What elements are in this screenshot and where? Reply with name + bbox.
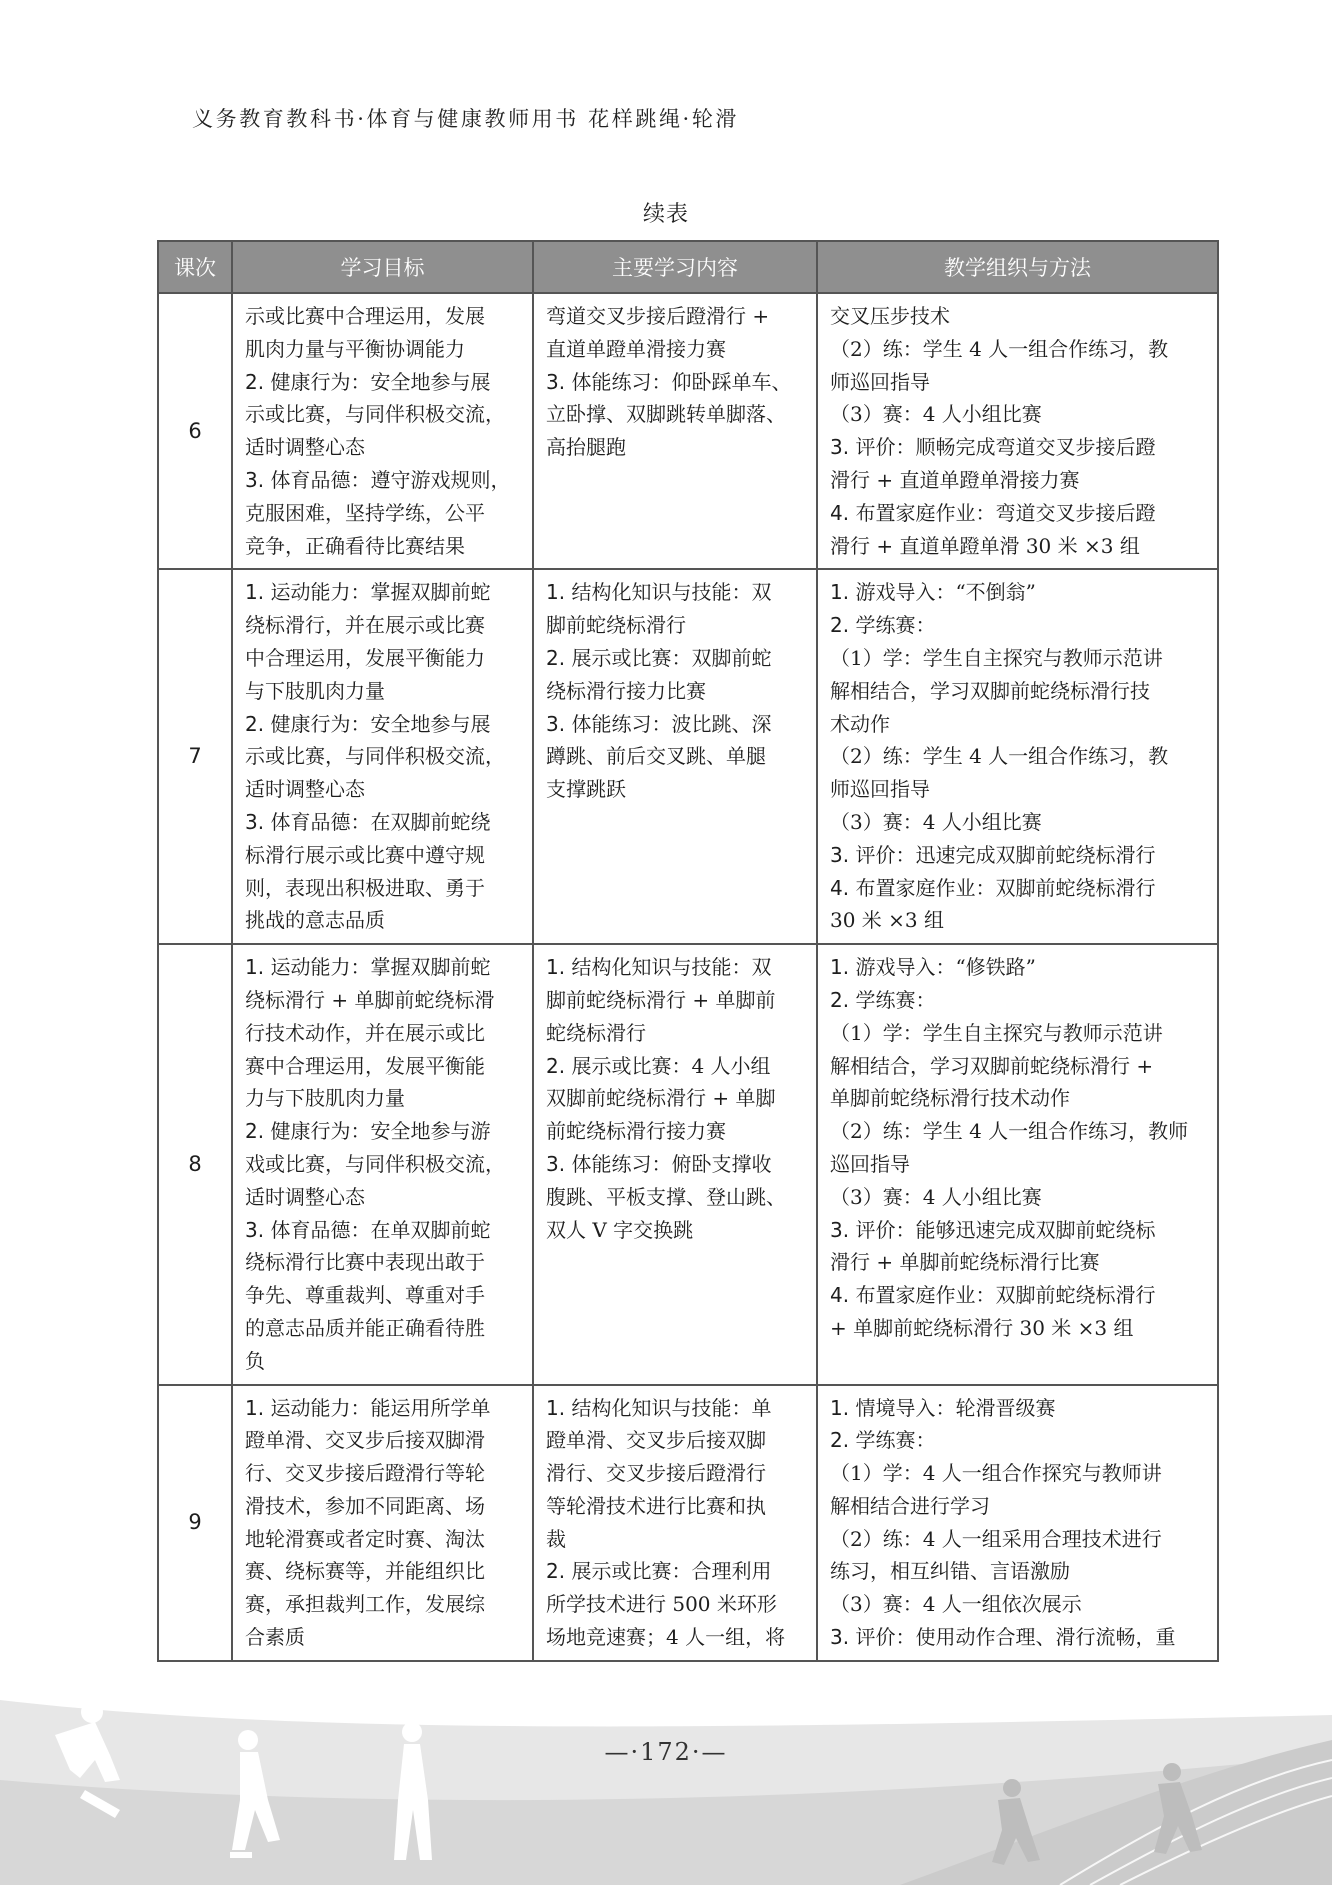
method-line (830, 872, 1208, 905)
item-heading: 2. 展示或比赛： (546, 1053, 692, 1078)
goals-cell (232, 569, 533, 944)
goal-line (245, 1148, 523, 1181)
goal-line (245, 1392, 523, 1425)
item-text: 4 人小组 (691, 1053, 771, 1078)
item-text: 仰卧踩单车、 (671, 369, 792, 394)
method-line (830, 675, 1208, 708)
item-heading: 3. 体育品德： (245, 809, 371, 834)
method-line (830, 1115, 1208, 1148)
method-line (830, 1312, 1208, 1345)
goal-line (245, 839, 523, 872)
item-heading: 3. 评价： (830, 842, 916, 867)
item-text: 解相结合进行学习 (830, 1493, 990, 1518)
column-header-goals: 学习目标 (232, 241, 533, 293)
goal-line (245, 1082, 523, 1115)
item-text: 安全地参与展 (370, 369, 491, 394)
item-text: + 单脚前蛇绕标滑行 30 米 ×3 组 (830, 1315, 1134, 1340)
item-text: 师巡回指导 (830, 777, 930, 802)
item-heading: 2. 健康行为： (245, 1119, 371, 1144)
item-text: 示或比赛中合理运用，发展 (245, 304, 485, 328)
page-number: —·172·— (604, 1738, 728, 1766)
goals-cell (232, 944, 533, 1384)
item-text: 与下肢肌肉力量 (245, 678, 385, 703)
item-text: 赛、绕标赛等，并能组织比 (245, 1559, 485, 1584)
content-line (546, 398, 807, 431)
goal-line (245, 398, 523, 431)
running-head: 义务教育教科书·体育与健康教师用书 花样跳绳·轮滑 (192, 107, 740, 131)
goal-line (245, 872, 523, 905)
content-cell (533, 569, 817, 944)
method-line (830, 1017, 1208, 1050)
goal-line (245, 951, 523, 984)
item-text: 巡回指导 (830, 1151, 910, 1176)
method-line (830, 1181, 1208, 1214)
method-line (830, 1279, 1208, 1312)
item-text: 滑行 + 直道单蹬单滑 30 米 ×3 组 (830, 533, 1140, 558)
item-text: 术动作 (830, 711, 890, 736)
method-line (830, 904, 1208, 937)
item-text: 所学技术进行 500 米环形 (546, 1592, 777, 1617)
method-line (830, 1555, 1208, 1588)
goal-line (245, 333, 523, 366)
item-text: 戏或比赛，与同伴积极交流， (245, 1151, 505, 1176)
method-line (830, 1082, 1208, 1115)
item-heading: 2. 展示或比赛： (546, 645, 692, 670)
item-heading: 2. 学练赛： (830, 613, 936, 638)
content-line (546, 1490, 807, 1523)
method-line (830, 1148, 1208, 1181)
item-text: 解相结合，学习双脚前蛇绕标滑行技 (830, 678, 1150, 703)
content-line (546, 576, 807, 609)
item-text: 的意志品质并能正确看待胜 (245, 1315, 485, 1340)
item-text: 标滑行展示或比赛中遵守规 (245, 842, 485, 867)
method-line (830, 431, 1208, 464)
goal-line (245, 1555, 523, 1588)
goal-line (245, 464, 523, 497)
item-text: 蹬单滑、交叉步后接双脚滑 (245, 1428, 485, 1453)
table-row (158, 569, 1218, 944)
item-heading: 1. 运动能力： (245, 955, 371, 980)
item-heading: 4. 布置家庭作业： (830, 500, 996, 525)
item-text: 适时调整心态 (245, 435, 365, 460)
goal-line (245, 1588, 523, 1621)
methods-cell (817, 569, 1218, 944)
item-text: 合理利用 (691, 1559, 772, 1584)
content-line (546, 1588, 807, 1621)
item-text: 师巡回指导 (830, 369, 930, 394)
item-text: 中合理运用，发展平衡能力 (245, 645, 485, 670)
content-line (546, 708, 807, 741)
item-text: 遵守游戏规则， (370, 467, 511, 492)
content-line (546, 642, 807, 675)
item-text: “不倒翁” (955, 580, 1036, 605)
item-text: 在单双脚前蛇 (370, 1217, 491, 1242)
item-text: 合素质 (245, 1625, 305, 1650)
item-text: （3）赛：4 人小组比赛 (830, 1184, 1042, 1209)
goal-line (245, 642, 523, 675)
content-line (546, 951, 807, 984)
item-heading: 4. 布置家庭作业： (830, 875, 996, 900)
item-text: 俯卧支撑收 (671, 1151, 772, 1176)
goal-line (245, 773, 523, 806)
method-line (830, 333, 1208, 366)
goal-line (245, 708, 523, 741)
content-line (546, 1115, 807, 1148)
item-heading: 1. 游戏导入： (830, 955, 956, 980)
table-caption: 续表 (642, 202, 689, 227)
item-text: （1）学：学生自主探究与教师示范讲 (830, 645, 1163, 670)
goal-line (245, 740, 523, 773)
method-line (830, 773, 1208, 806)
goal-line (245, 1050, 523, 1083)
goal-line (245, 675, 523, 708)
method-line (830, 464, 1208, 497)
item-text: 则，表现出积极进取、勇于 (245, 875, 485, 900)
table-row (158, 293, 1218, 569)
item-text: 争先、尊重裁判、尊重对手 (245, 1283, 485, 1308)
item-text: （2）练：4 人一组采用合理技术进行 (830, 1526, 1162, 1551)
method-line (830, 366, 1208, 399)
content-line (546, 675, 807, 708)
method-line (830, 300, 1208, 333)
goal-line (245, 1017, 523, 1050)
item-text: 地轮滑赛或者定时赛、淘汰 (245, 1526, 485, 1551)
item-text: 立卧撑、双脚跳转单脚落、 (546, 402, 786, 427)
goal-line (245, 1115, 523, 1148)
content-cell (533, 293, 817, 569)
item-heading: 1. 运动能力： (245, 1395, 371, 1420)
item-text: 赛，承担裁判工作，发展综 (245, 1592, 485, 1617)
item-text: 示或比赛，与同伴积极交流， (245, 402, 505, 427)
table-row (158, 944, 1218, 1384)
goals-cell (232, 293, 533, 569)
method-line (830, 708, 1208, 741)
item-text: 安全地参与游 (370, 1119, 491, 1144)
method-line (830, 839, 1208, 872)
goal-line (245, 1312, 523, 1345)
item-heading: 1. 游戏导入： (830, 580, 956, 605)
item-heading: 3. 体育品德： (245, 1217, 371, 1242)
item-text: 弯道交叉步接后蹬 (995, 500, 1156, 525)
item-text: 绕标滑行 + 单脚前蛇绕标滑 (245, 987, 495, 1012)
item-text: （1）学：学生自主探究与教师示范讲 (830, 1020, 1163, 1045)
content-line (546, 300, 807, 333)
item-heading: 1. 运动能力： (245, 580, 371, 605)
item-text: 滑技术，参加不同距离、场 (245, 1493, 485, 1518)
item-text: 双人 V 字交换跳 (546, 1217, 694, 1242)
item-heading: 3. 评价： (830, 1625, 916, 1650)
item-text: 腹跳、平板支撑、登山跳、 (546, 1184, 786, 1209)
item-text: 30 米 ×3 组 (830, 908, 945, 933)
content-cell (533, 1385, 817, 1661)
method-line (830, 576, 1208, 609)
item-heading: 4. 布置家庭作业： (830, 1283, 996, 1308)
lesson-number: 7 (158, 569, 232, 944)
lesson-number: 8 (158, 944, 232, 1384)
content-line (546, 1523, 807, 1556)
item-text: 在双脚前蛇绕 (370, 809, 491, 834)
content-line (546, 333, 807, 366)
item-text: （2）练：学生 4 人一组合作练习，教师 (830, 1119, 1189, 1144)
lesson-plan-table (157, 240, 1219, 1662)
content-line (546, 609, 807, 642)
method-line (830, 497, 1208, 530)
item-text: 滑行、交叉步接后蹬滑行 (546, 1461, 766, 1486)
item-text: 行技术动作，并在展示或比 (245, 1020, 485, 1045)
item-text: 弯道交叉步接后蹬滑行 + (546, 304, 770, 328)
goal-line (245, 1457, 523, 1490)
item-text: 竞争，正确看待比赛结果 (245, 533, 465, 558)
method-line (830, 806, 1208, 839)
lesson-number: 6 (158, 293, 232, 569)
item-heading: 2. 学练赛： (830, 1428, 936, 1453)
goal-line (245, 1246, 523, 1279)
item-text: 蛇绕标滑行 (546, 1020, 646, 1045)
content-line (546, 740, 807, 773)
goal-line (245, 1424, 523, 1457)
item-text: 高抬腿跑 (546, 435, 626, 460)
item-heading: 1. 情境导入： (830, 1395, 956, 1420)
content-line (546, 1621, 807, 1654)
table-header-row (158, 241, 1218, 293)
column-header-content: 主要学习内容 (533, 241, 817, 293)
item-text: 安全地参与展 (370, 711, 491, 736)
item-heading: 1. 结构化知识与技能： (546, 580, 752, 605)
content-line (546, 773, 807, 806)
goal-line (245, 431, 523, 464)
item-text: 直道单蹬单滑接力赛 (546, 336, 726, 361)
methods-cell (817, 293, 1218, 569)
goal-line (245, 904, 523, 937)
method-line (830, 398, 1208, 431)
method-line (830, 951, 1208, 984)
item-text: 脚前蛇绕标滑行 + 单脚前 (546, 987, 776, 1012)
item-text: 双脚前蛇绕标滑行 (995, 1283, 1156, 1308)
method-line (830, 530, 1208, 563)
item-text: 双 (751, 580, 772, 605)
goal-line (245, 1621, 523, 1654)
item-heading: 3. 体能练习： (546, 1151, 672, 1176)
goal-line (245, 497, 523, 530)
item-text: 力与下肢肌肉力量 (245, 1086, 405, 1111)
method-line (830, 1490, 1208, 1523)
method-line (830, 984, 1208, 1017)
item-heading: 3. 体能练习： (546, 369, 672, 394)
item-text: 单脚前蛇绕标滑行技术动作 (830, 1086, 1070, 1111)
item-text: （3）赛：4 人一组依次展示 (830, 1592, 1082, 1617)
item-heading: 1. 结构化知识与技能： (546, 955, 752, 980)
method-line (830, 1588, 1208, 1621)
column-header-lesson-no: 课次 (158, 241, 232, 293)
item-text: 迅速完成双脚前蛇绕标滑行 (915, 842, 1156, 867)
item-heading: 3. 评价： (830, 435, 916, 460)
goal-line (245, 609, 523, 642)
goal-line (245, 1181, 523, 1214)
method-line (830, 642, 1208, 675)
goal-line (245, 984, 523, 1017)
item-text: 滑行 + 单脚前蛇绕标滑行比赛 (830, 1250, 1100, 1275)
content-line (546, 1017, 807, 1050)
item-text: 场地竞速赛；4 人一组，将 (546, 1625, 786, 1650)
item-text: 示或比赛，与同伴积极交流， (245, 744, 505, 769)
goal-line (245, 1523, 523, 1556)
item-text: 蹬单滑、交叉步后接双脚 (546, 1428, 766, 1453)
method-line (830, 1424, 1208, 1457)
item-text: 绕标滑行接力比赛 (546, 678, 706, 703)
item-text: 波比跳、深 (671, 711, 772, 736)
content-line (546, 1050, 807, 1083)
item-text: 蹲跳、前后交叉跳、单腿 (546, 744, 766, 769)
method-line (830, 609, 1208, 642)
method-line (830, 1050, 1208, 1083)
item-text: 行、交叉步接后蹬滑行等轮 (245, 1461, 485, 1486)
content-line (546, 366, 807, 399)
method-line (830, 1246, 1208, 1279)
content-line (546, 1148, 807, 1181)
methods-cell (817, 944, 1218, 1384)
content-line (546, 1424, 807, 1457)
goal-line (245, 1279, 523, 1312)
item-text: （3）赛：4 人小组比赛 (830, 402, 1042, 427)
item-text: 双 (751, 955, 772, 980)
item-text: 适时调整心态 (245, 1184, 365, 1209)
item-text: （1）学：4 人一组合作探究与教师讲 (830, 1461, 1162, 1486)
item-text: 挑战的意志品质 (245, 908, 385, 933)
item-text: 交叉压步技术 (830, 304, 950, 328)
item-heading: 2. 健康行为： (245, 711, 371, 736)
item-text: 滑行 + 直道单蹬单滑接力赛 (830, 467, 1080, 492)
item-text: 掌握双脚前蛇 (370, 955, 491, 980)
item-text: 负 (245, 1348, 265, 1373)
goals-cell (232, 1385, 533, 1661)
item-text: （3）赛：4 人小组比赛 (830, 809, 1042, 834)
item-heading: 3. 体能练习： (546, 711, 672, 736)
content-cell (533, 944, 817, 1384)
item-text: 双脚前蛇 (691, 645, 772, 670)
item-heading: 2. 学练赛： (830, 987, 936, 1012)
content-line (546, 1082, 807, 1115)
content-line (546, 1181, 807, 1214)
item-text: 顺畅完成弯道交叉步接后蹬 (915, 435, 1156, 460)
method-line (830, 1214, 1208, 1247)
item-text: 能运用所学单 (370, 1395, 491, 1420)
content-line (546, 1457, 807, 1490)
item-heading: 1. 结构化知识与技能： (546, 1395, 752, 1420)
item-heading: 3. 体育品德： (245, 467, 371, 492)
item-text: 前蛇绕标滑行接力赛 (546, 1119, 726, 1144)
goal-line (245, 1214, 523, 1247)
item-heading: 2. 展示或比赛： (546, 1559, 692, 1584)
item-heading: 3. 评价： (830, 1217, 916, 1242)
content-line (546, 431, 807, 464)
item-text: 绕标滑行比赛中表现出敢于 (245, 1250, 485, 1275)
item-text: 肌肉力量与平衡协调能力 (245, 336, 465, 361)
goal-line (245, 300, 523, 333)
method-line (830, 1523, 1208, 1556)
item-text: （2）练：学生 4 人一组合作练习，教 (830, 744, 1169, 769)
content-line (546, 984, 807, 1017)
item-text: 赛中合理运用，发展平衡能 (245, 1053, 485, 1078)
method-line (830, 740, 1208, 773)
goal-line (245, 806, 523, 839)
item-text: 支撑跳跃 (546, 777, 626, 802)
method-line (830, 1621, 1208, 1654)
item-text: 双脚前蛇绕标滑行 (995, 875, 1156, 900)
item-text: 单 (751, 1395, 772, 1420)
item-text: 适时调整心态 (245, 777, 365, 802)
goal-line (245, 366, 523, 399)
methods-cell (817, 1385, 1218, 1661)
content-line (546, 1214, 807, 1247)
goal-line (245, 530, 523, 563)
item-text: 轮滑晋级赛 (955, 1395, 1056, 1420)
goal-line (245, 576, 523, 609)
item-text: 练习，相互纠错、言语激励 (830, 1559, 1070, 1584)
item-text: 绕标滑行，并在展示或比赛 (245, 613, 485, 638)
item-text: 使用动作合理、滑行流畅，重 (915, 1625, 1176, 1650)
goal-line (245, 1345, 523, 1378)
item-heading: 2. 健康行为： (245, 369, 371, 394)
decorative-skating-banner (0, 1660, 1332, 1885)
table-row (158, 1385, 1218, 1661)
method-line (830, 1392, 1208, 1425)
goal-line (245, 1490, 523, 1523)
item-text: 裁 (546, 1526, 566, 1551)
content-line (546, 1392, 807, 1425)
item-text: 掌握双脚前蛇 (370, 580, 491, 605)
lesson-number: 9 (158, 1385, 232, 1661)
item-text: （2）练：学生 4 人一组合作练习，教 (830, 336, 1169, 361)
item-text: 双脚前蛇绕标滑行 + 单脚 (546, 1086, 776, 1111)
item-text: 克服困难，坚持学练，公平 (245, 500, 485, 525)
item-text: 能够迅速完成双脚前蛇绕标 (915, 1217, 1156, 1242)
item-text: 等轮滑技术进行比赛和执 (546, 1493, 766, 1518)
item-text: 脚前蛇绕标滑行 (546, 613, 686, 638)
column-header-methods: 教学组织与方法 (817, 241, 1218, 293)
method-line (830, 1457, 1208, 1490)
item-text: “修铁路” (955, 955, 1036, 980)
content-line (546, 1555, 807, 1588)
item-text: 解相结合，学习双脚前蛇绕标滑行 + (830, 1053, 1154, 1078)
